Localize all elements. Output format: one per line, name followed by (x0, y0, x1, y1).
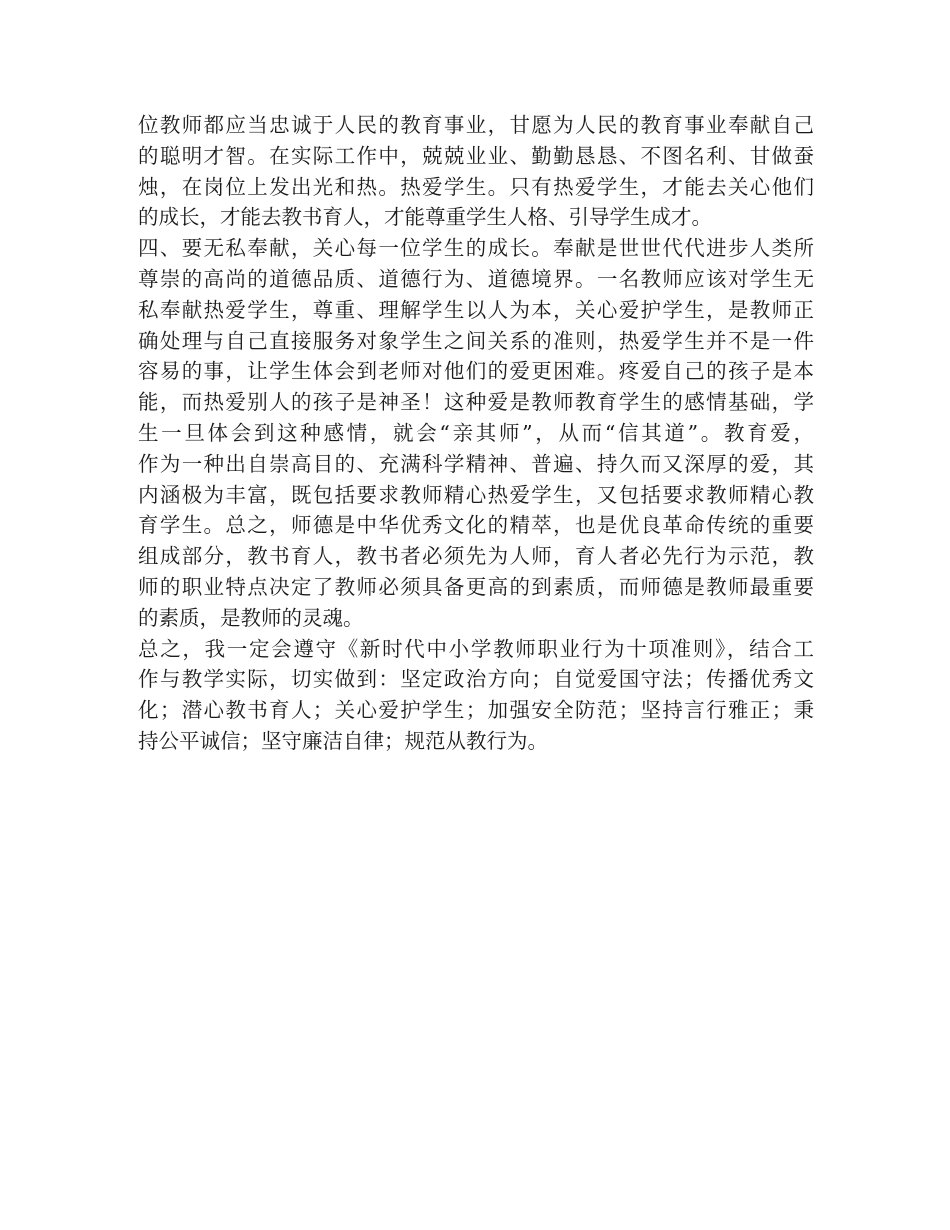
text-line: 尊崇的高尚的道德品质、道德行为、道德境界。一名教师应该对学生无 (138, 266, 814, 291)
text-line: 能，而热爱别人的孩子是神圣！这种爱是教师教育学生的感情基础，学 (138, 390, 814, 415)
text-line: 持公平诚信；坚守廉洁自律；规范从教行为。 (138, 728, 548, 753)
text-line: 确处理与自己直接服务对象学生之间关系的准则，热爱学生并不是一件 (138, 328, 814, 353)
text-line: 位教师都应当忠诚于人民的教育事业，甘愿为人民的教育事业奉献自己 (138, 113, 814, 137)
document-body (138, 110, 814, 757)
text-line: 组成部分，教书育人，教书者必须先为人师，育人者必先行为示范，教 (138, 544, 814, 569)
text-line: 四、要无私奉献，关心每一位学生的成长。奉献是世世代代进步人类所 (138, 236, 814, 261)
text-line: 总之，我一定会遵守《新时代中小学教师职业行为十项准则》，结合工 (138, 636, 814, 661)
text-line: 师的职业特点决定了教师必须具备更高的到素质，而师德是教师最重要 (138, 574, 814, 599)
text-line: 的素质，是教师的灵魂。 (138, 605, 364, 630)
text-line: 烛，在岗位上发出光和热。热爱学生。只有热爱学生，才能去关心他们 (138, 174, 814, 199)
text-line: 作与教学实际，切实做到：坚定政治方向；自觉爱国守法；传播优秀文 (138, 667, 814, 692)
text-line: 的成长，才能去教书育人，才能尊重学生人格、引导学生成才。 (138, 205, 712, 230)
text-line: 私奉献热爱学生，尊重、理解学生以人为本，关心爱护学生，是教师正 (138, 297, 814, 322)
text-line: 生一旦体会到这种感情，就会“亲其师”，从而“信其道”。教育爱， (138, 420, 814, 445)
text-line: 的聪明才智。在实际工作中，兢兢业业、勤勤恳恳、不图名利、甘做蚕 (138, 143, 814, 168)
text-line: 作为一种出自崇高目的、充满科学精神、普遍、持久而又深厚的爱，其 (138, 451, 814, 476)
text-line: 内涵极为丰富，既包括要求教师精心热爱学生，又包括要求教师精心教 (138, 482, 814, 507)
text-line: 容易的事，让学生体会到老师对他们的爱更困难。疼爱自己的孩子是本 (138, 359, 814, 384)
text-line: 化；潜心教书育人；关心爱护学生；加强安全防范；坚持言行雅正；秉 (138, 698, 814, 723)
text-line: 育学生。总之，师德是中华优秀文化的精萃，也是优良革命传统的重要 (138, 513, 814, 538)
